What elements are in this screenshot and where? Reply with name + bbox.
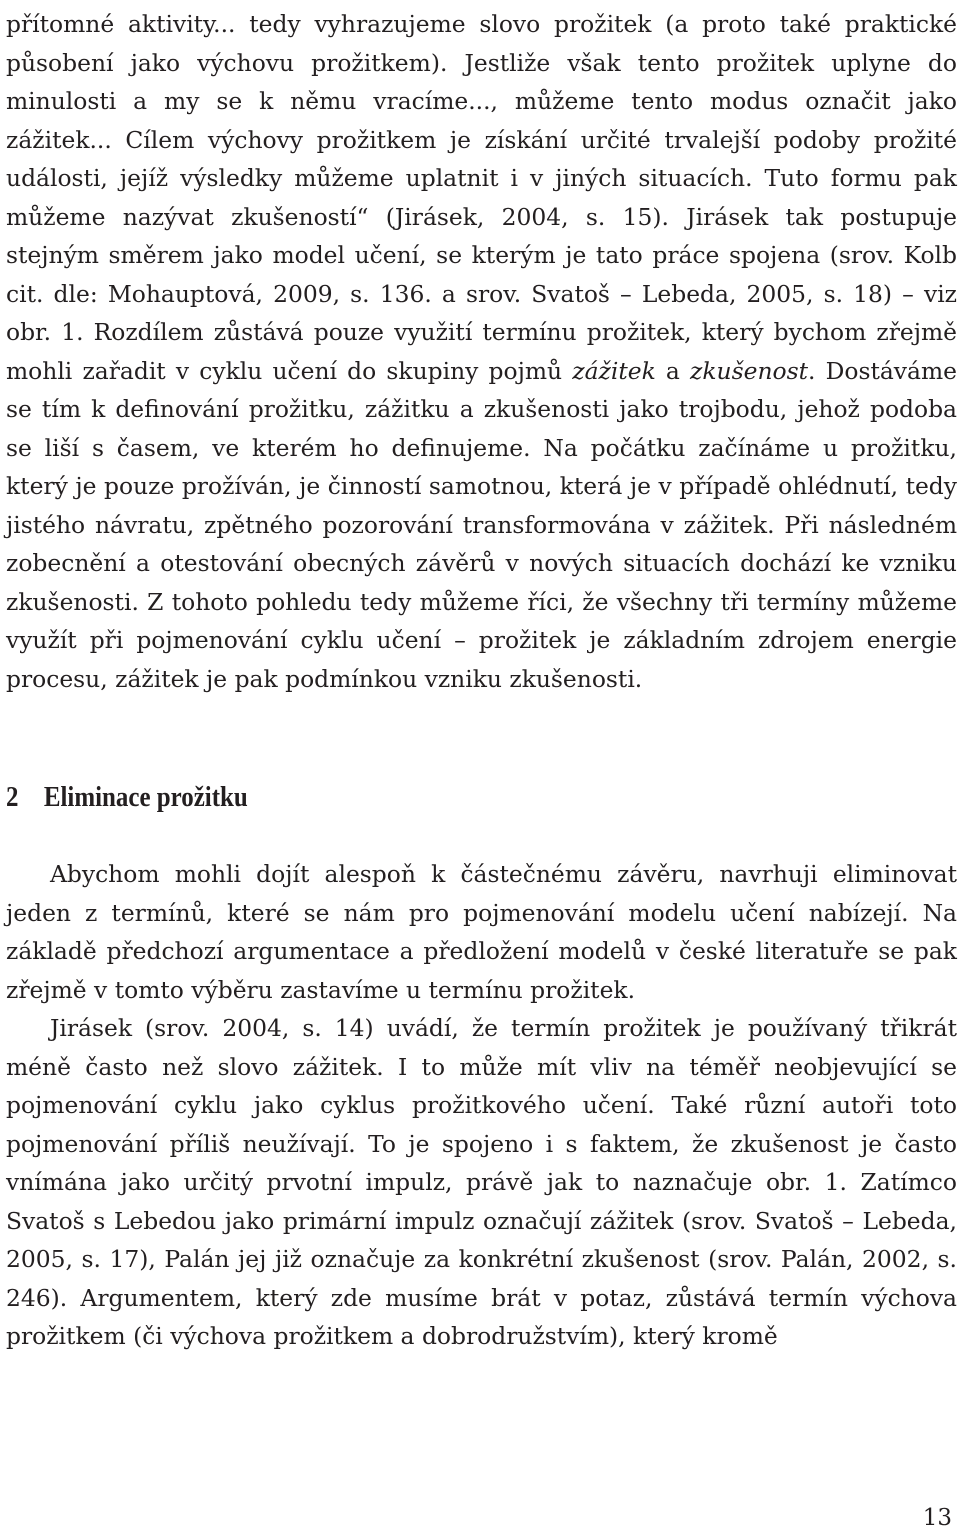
paragraph-text: přítomné aktivity... tedy vyhrazujeme slovo prožitek (a proto také praktické působení jako výchovu prožitkem). Jestliže však tento prožitek uplyne do minulosti a my se k němu vracíme..., můžeme tento modus označit jako zážitek... Cílem výchovy prožitkem je získání určité trvalejší podoby prožité události, jejíž výsledky můžeme uplatnit i v jiných situacích. Tuto formu pak můžeme nazývat zkušeností“ (Jirásek, 2004, s. 15). Jirásek tak postupuje stejným směrem jako model učení, se kterým je tato práce spojena (srov. Kolb cit. dle: Mohauptová, 2009, s. 136. a srov. Svatoš – Lebeda, 2005, s. 18) – viz obr. 1. Rozdílem zůstává pouze využití termínu prožitek, který bychom zřejmě mohli zařadit v cyklu učení do skupiny pojmů [6, 10, 957, 385]
paragraph-jirasek: Jirásek (srov. 2004, s. 14) uvádí, že termín prožitek je používaný třikrát méně často než slovo zážitek. I to může mít vliv na téměř neobjevující se pojmenování cyklu jako cyklus prožitkového učení. Také různí autoři toto pojmenování příliš neužívají. To je spojeno i s faktem, že zkušenost je často vnímána jako určitý prvotní impulz, právě jak to naznačuje obr. 1. Zatímco Svatoš s Lebedou jako primární impulz označují zážitek (srov. Svatoš – Lebeda, 2005, s. 17), Palán jej již označuje za konkrétní zkušenost (srov. Palán, 2002, s. 246). Argumentem, který zde musíme brát v potaz, zůstává termín výchova prožitkem (či výchova prožitkem a dobrodružstvím), který kromě [6, 1014, 957, 1350]
paragraph-continuation [6, 0, 957, 698]
term-zkusenost: zkušenost [690, 356, 809, 385]
conjunction-text: a [655, 356, 691, 385]
paragraph-text-end: . Dostáváme se tím k definování prožitku, zážitku a zkušenosti jako trojbodu, jehož podoba se liší s časem, ve kterém ho definujeme. Na počátku začínáme u prožitku, který je pouze prožíván, je činností samotnou, která je v případě ohlédnutí, tedy jistého návratu, zpětného pozorování transformována v zážitek. Při následném zobecnění a otestování obecných závěrů v nových situacích dochází ke vzniku zkušenosti. Z tohoto pohledu tedy můžeme říci, že všechny tři termíny můžeme využít při pojmenování cyklu učení – prožitek je základním zdrojem energie procesu, zážitek je pak podmínkou vzniku zkušenosti. [6, 356, 957, 693]
term-zazitek: zážitek [572, 356, 656, 385]
paragraph-elimination: Abychom mohli dojít alespoň k částečnému závěru, navrhuji eliminovat jeden z termínů, které se nám pro pojmenování modelu učení nabízejí. Na základě předchozí argumentace a předložení modelů v české literatuře se pak zřejmě v tomto výběru zastavíme u termínu prožitek. [6, 860, 957, 1004]
page-number: 13 [922, 1505, 952, 1531]
section-number: 2 [6, 781, 19, 813]
section-title: Eliminace prožitku [43, 781, 248, 813]
document-page [6, 0, 957, 1356]
section-heading [6, 779, 824, 815]
